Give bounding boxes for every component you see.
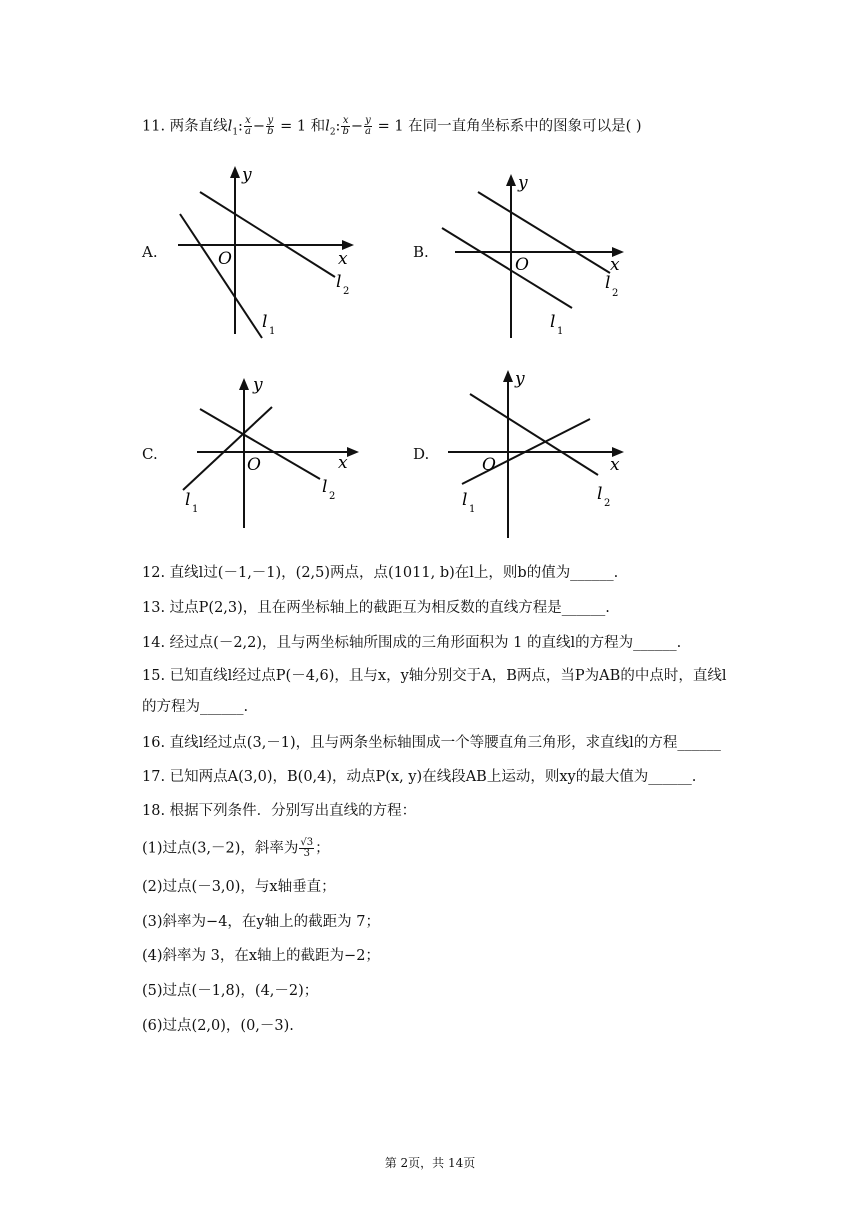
q18-item-3: (3)斜率为−4，在y轴上的截距为 7； bbox=[142, 914, 380, 930]
graph-c bbox=[175, 372, 365, 532]
graph-c-l1-sub: 1 bbox=[192, 504, 199, 515]
graph-a-l1-label: l bbox=[262, 312, 268, 332]
graph-c-l2-sub: 2 bbox=[329, 491, 336, 502]
question-17: 17. 已知两点A(3,0)，B(0,4)，动点P(x, y)在线段AB上运动，则xy的最大值为______. bbox=[142, 769, 697, 785]
graph-d-x-label: x bbox=[610, 455, 620, 475]
graph-c-origin-label: O bbox=[247, 455, 261, 475]
question-15-continuation: 的方程为______. bbox=[142, 699, 249, 715]
graph-d-l2-sub: 2 bbox=[604, 498, 611, 509]
graph-b-y-label: y bbox=[518, 173, 528, 193]
graph-a-l2-sub: 2 bbox=[343, 286, 350, 297]
graph-b-y-arrow bbox=[506, 174, 516, 186]
fraction-sqrt3-over-3: $\frac{√3}{3}$ bbox=[300, 837, 314, 859]
q11-eq1-rest: = 1 和 bbox=[280, 118, 326, 135]
graph-d-l1-sub: 1 bbox=[469, 504, 476, 515]
question-18: 18. 根据下列条件．分别写出直线的方程： bbox=[142, 803, 417, 819]
graph-b-l2-sub: 2 bbox=[612, 288, 619, 299]
graph-c-line-l1 bbox=[183, 407, 272, 490]
graph-d-y-arrow bbox=[503, 370, 513, 382]
q11-text-a: 两条直线 bbox=[169, 118, 228, 135]
graph-c-x-arrow bbox=[347, 447, 359, 457]
graph-a-l1-sub: 1 bbox=[269, 326, 276, 337]
fraction-x-over-b: $\frac{x}{b}$ bbox=[342, 115, 349, 137]
graph-b-line-l2 bbox=[478, 192, 610, 273]
question-11: 11. 两条直线$l_1$: $\frac{x}{a}$ − $\frac{y}{b}$ = 1 和$l_2$: $\frac{x}{b}$ − $\frac{y}{a}$ = 1 在同一直角坐标系中的图象可以是( ) bbox=[142, 115, 642, 138]
graph-d-y-label: y bbox=[515, 369, 525, 389]
q18-item-6: (6)过点(2,0)，(0,－3). bbox=[142, 1018, 294, 1034]
graph-c-y-arrow bbox=[239, 378, 249, 390]
q18-item-4: (4)斜率为 3，在x轴上的截距为−2； bbox=[142, 948, 380, 964]
q18-item-5: (5)过点(－1,8)，(4,－2)； bbox=[142, 983, 319, 999]
graph-a bbox=[170, 162, 360, 342]
question-14: 14. 经过点(－2,2)，且与两坐标轴所围成的三角形面积为 1 的直线l的方程为______. bbox=[142, 635, 682, 651]
graph-d-l2-label: l bbox=[597, 484, 603, 504]
q18-item-1-end: ； bbox=[315, 840, 330, 857]
graph-b-l1-sub: 1 bbox=[557, 326, 564, 337]
graph-b bbox=[440, 170, 630, 340]
graph-c-x-label: x bbox=[338, 453, 348, 473]
graph-a-y-arrow bbox=[230, 166, 240, 178]
fraction-y-over-a: $\frac{y}{a}$ bbox=[365, 115, 371, 137]
graph-b-x-label: x bbox=[610, 255, 620, 275]
fraction-x-over-a: $\frac{x}{a}$ bbox=[244, 115, 251, 137]
graph-d bbox=[440, 362, 630, 542]
q11-number: 11. bbox=[142, 118, 166, 135]
option-a-label: A. bbox=[142, 243, 158, 261]
q11-l1-sub: 1 bbox=[232, 127, 239, 138]
graph-a-l2-label: l bbox=[336, 272, 342, 292]
graph-a-y-label: y bbox=[242, 165, 252, 185]
question-15: 15. 已知直线l经过点P(－4,6)，且与x，y轴分别交于A，B两点，当P为AB的中点时，直线l bbox=[142, 668, 727, 684]
q11-l2: l bbox=[325, 118, 330, 135]
graph-c-l1-label: l bbox=[185, 490, 191, 510]
graph-d-origin-label: O bbox=[482, 455, 496, 475]
fraction-y-over-b: $\frac{y}{b}$ bbox=[267, 115, 274, 137]
graph-b-l1-label: l bbox=[550, 312, 556, 332]
option-d-label: D. bbox=[413, 445, 430, 463]
graph-b-origin-label: O bbox=[515, 255, 529, 275]
q18-item-1-text: (1)过点(3,－2)，斜率为 bbox=[142, 840, 299, 857]
q11-l1: l bbox=[227, 118, 233, 135]
q18-item-2: (2)过点(－3,0)，与x轴垂直； bbox=[142, 879, 336, 895]
question-12: 12. 直线l过(－1,－1)，(2,5)两点，点(1011, b)在l上，则b的值为______. bbox=[142, 565, 619, 581]
question-13: 13. 过点P(2,3)，且在两坐标轴上的截距互为相反数的直线方程是______. bbox=[142, 600, 610, 616]
q11-l2-sub: 2 bbox=[329, 127, 336, 138]
q18-item-1 bbox=[142, 838, 330, 859]
option-b-label: B. bbox=[413, 243, 429, 261]
graph-a-line-l1 bbox=[180, 214, 262, 338]
graph-c-l2-label: l bbox=[322, 477, 328, 497]
page-footer: 第 2页，共 14页 bbox=[384, 1156, 476, 1170]
q11-text-b: = 1 在同一直角坐标系中的图象可以是( ) bbox=[377, 118, 642, 135]
graph-c-y-label: y bbox=[253, 375, 263, 395]
question-16: 16. 直线l经过点(3,－1)，且与两条坐标轴围成一个等腰直角三角形，求直线l的方程______ bbox=[142, 735, 721, 751]
graph-d-l1-label: l bbox=[462, 490, 468, 510]
graph-a-origin-label: O bbox=[218, 249, 232, 269]
graph-a-x-label: x bbox=[338, 249, 348, 269]
graph-b-line-l1 bbox=[442, 228, 572, 308]
graph-b-l2-label: l bbox=[605, 273, 611, 293]
option-c-label: C. bbox=[142, 445, 158, 463]
